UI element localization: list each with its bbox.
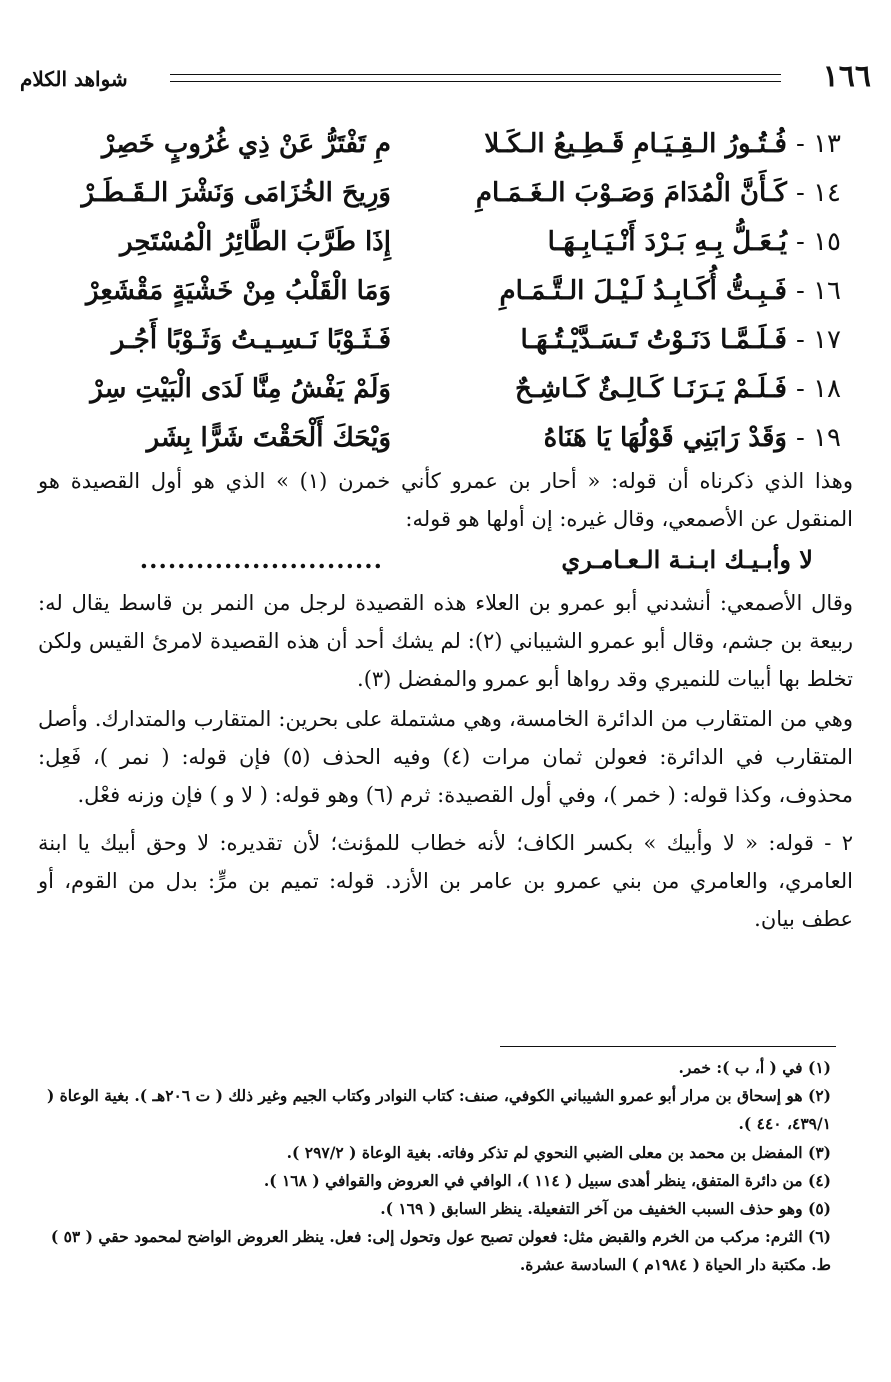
verse-second-hemistich: إِذَا طَرَّبَ الطَّائِرُ الْمُسْتَحِر xyxy=(119,227,391,257)
verse-first-text: كَـأَنَّ الْمُدَامَ وَصَـوْبَ الـغَـمَـامِ xyxy=(475,178,787,208)
verse-first-hemistich xyxy=(431,414,861,463)
body-text xyxy=(38,462,853,948)
verse-line xyxy=(30,267,861,316)
verse-number: ١٣ - xyxy=(796,129,841,159)
paragraph: وهذا الذي ذكرناه أن قوله: « أحار بن عمرو كأني خمرن (١) » الذي هو أول القصيدة هو المنقول عن الأصمعي، وقال غيره: إن أولها هو قوله: xyxy=(38,469,853,531)
verse-second-hemistich: وَرِيحَ الخُزَامَى وَنَشْرَ الـقَـطَـرْ xyxy=(81,178,391,208)
verse-second-hemistich: وَلَمْ يَفْشُ مِنَّا لَدَى الْبَيْتِ سِرْ xyxy=(90,374,391,404)
verse-first-text: وَقَدْ رَابَنِي قَوْلُهَا يَا هَنَاهُ xyxy=(543,423,787,453)
verse-first-text: يُـعَـلُّ بِـهِ بَـرْدَ أَنْـيَـابِـهَـا xyxy=(547,227,787,257)
footnotes xyxy=(30,1054,831,1280)
footnote: (٥) وهو حذف السبب الخفيف من آخر التفعيلة. ينظر السابق ( ١٦٩ ). xyxy=(380,1199,831,1219)
verse-first-text: فُـتُـورُ الـقِـيَـامِ قَـطِـيعُ الـكَـلا xyxy=(484,129,787,159)
opening-verse-text: لا وأبـيـك ابـنـة الـعـامـري xyxy=(561,545,813,574)
footnote: (١) في ( أ، ب ): خمر. xyxy=(678,1058,831,1077)
header-double-rule xyxy=(170,74,781,82)
verse-first-text: فَـبِـتُّ أُكَـابِـدُ لَـيْـلَ الـتَّـمَـامِ xyxy=(499,276,787,306)
verse-number: ١٨ - xyxy=(796,374,841,404)
footnote: (٢) هو إسحاق بن مرار أبو عمرو الشيباني الكوفي، صنف: كتاب النوادر وكتاب الجيم وغير ذلك ( ت ٢٠٦هـ ). بغية الوعاة ( ٤٣٩/١، ٤٤٠ ). xyxy=(46,1086,831,1134)
footnote: (٦) الثرم: مركب من الخرم والقبض مثل: فعولن تصبح عول وتحول إلى: فعل. ينظر العروض الواضح لمحمود حقي ( ٥٣ ) ط. مكتبة دار الحياة ( ١٩٨٤م ) السادسة عشرة. xyxy=(50,1227,831,1275)
verse-block xyxy=(30,120,861,463)
page-header xyxy=(20,60,871,100)
paragraph: ٢ - قوله: « لا وأبيك » بكسر الكاف؛ لأنه خطاب للمؤنث؛ لأن تقديره: لا وحق أبيك يا ابنة العامري، والعامري من بني عمرو بن عامر بن الأزد. قوله: تميم بن مرٍّ: بدل من القوم، أو عطف بيان. xyxy=(38,831,853,931)
verse-line xyxy=(30,365,861,414)
verse-second-hemistich: مِ تَفْتَرُّ عَنْ ذِي غُرُوبٍ خَصِرْ xyxy=(101,129,391,159)
verse-line xyxy=(30,414,861,463)
verse-line xyxy=(30,218,861,267)
verse-first-hemistich xyxy=(431,316,861,365)
verse-line xyxy=(30,316,861,365)
verse-first-hemistich xyxy=(431,169,861,218)
footnote-separator xyxy=(500,1046,836,1047)
verse-first-hemistich xyxy=(431,120,861,169)
verse-first-text: فَـلَـمْ يَـرَنَـا كَـالِـئٌ كَـاشِـحٌ xyxy=(515,374,787,404)
verse-line xyxy=(30,169,861,218)
running-title: شواهد الكلام xyxy=(20,67,128,91)
verse-number: ١٤ - xyxy=(796,178,841,208)
verse-second-hemistich: فَـثَـوْبًا نَـسِـيـتُ وَثَـوْبًا أَجُـر xyxy=(111,325,391,355)
verse-number: ١٩ - xyxy=(796,423,841,453)
verse-number: ١٦ - xyxy=(796,276,841,306)
paragraph: وقال الأصمعي: أنشدني أبو عمرو بن العلاء هذه القصيدة لرجل من النمر بن قاسط يقال له: ربيعة بن جشم، وقال أبو عمرو الشيباني (٢): لم يشك أحد أن هذه القصيدة لامرئ القيس ولكن تخلط بها أبيات للنميري وقد رواها أبو عمرو والمفضل (٣). xyxy=(38,591,853,691)
verse-number: ١٥ - xyxy=(796,227,841,257)
verse-first-hemistich xyxy=(431,267,861,316)
paragraph: وهي من المتقارب من الدائرة الخامسة، وهي مشتملة على بحرين: المتقارب والمتدارك. وأصل المتقارب في الدائرة: فعولن ثمان مرات (٤) وفيه الحذف (٥) فإن قوله: ( نمر )، فَعِل: محذوف، وكذا قوله: ( خمر )، وفي أول القصيدة: ثرم (٦) وهو قوله: ( لا و ) فإن وزنه فعْل. xyxy=(38,707,853,807)
verse-second-hemistich: وَمَا الْقَلْبُ مِنْ خَشْيَةٍ مَقْشَعِرْ xyxy=(86,276,391,306)
verse-first-hemistich xyxy=(431,218,861,267)
page-number: ١٦٦ xyxy=(822,59,871,94)
footnote: (٣) المفضل بن محمد بن معلى الضبي النحوي لم تذكر وفاته. بغية الوعاة ( ٢٩٧/٢ ). xyxy=(286,1142,831,1162)
ellipsis-dots: .......................... xyxy=(139,545,383,574)
verse-line xyxy=(30,120,861,169)
verse-first-hemistich xyxy=(431,365,861,414)
verse-first-text: فَـلَـمَّـا دَنَـوْتُ تَـسَـدَّيْـتُـهَـا xyxy=(520,325,787,355)
footnote: (٤) من دائرة المتفق، ينظر أهدى سبيل ( ١١٤ )، الوافي في العروض والقوافي ( ١٦٨ ). xyxy=(263,1170,831,1190)
opening-verse xyxy=(38,540,853,580)
verse-number: ١٧ - xyxy=(796,325,841,355)
verse-second-hemistich: وَيْحَكَ أَلْحَقْتَ شَرًّا بِشَر xyxy=(146,423,391,453)
